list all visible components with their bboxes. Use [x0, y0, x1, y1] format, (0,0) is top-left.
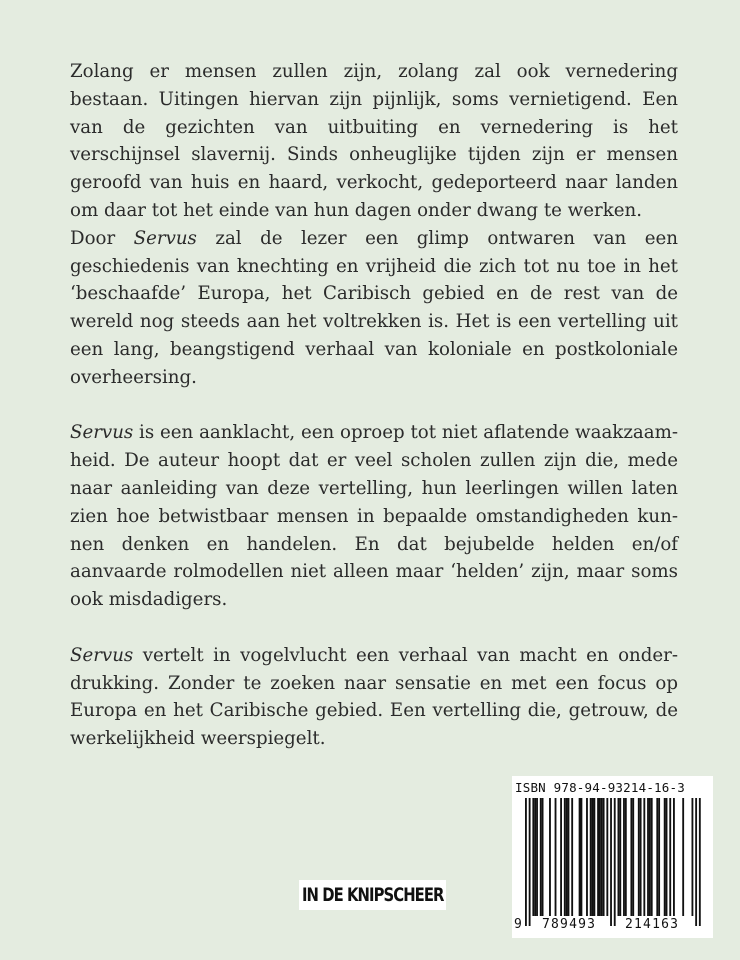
- barcode-bar: [586, 798, 588, 916]
- barcode-bar: [638, 798, 640, 916]
- barcode-guard-bar: [699, 798, 701, 926]
- barcode-bar: [673, 798, 675, 916]
- barcode-bar: [625, 798, 627, 916]
- barcode-bar: [647, 798, 649, 916]
- barcode-bar: [542, 798, 544, 916]
- barcode-bar: [658, 798, 660, 916]
- barcode-bar: [599, 798, 601, 916]
- barcode-bar: [532, 798, 534, 916]
- barcode-bar: [651, 798, 653, 916]
- barcode-bar: [630, 798, 632, 916]
- ean-first-digit: 9: [514, 917, 522, 932]
- back-cover-description: [70, 58, 678, 753]
- barcode-bar: [593, 798, 595, 916]
- barcode-bar: [656, 798, 658, 916]
- barcode-bar: [664, 798, 666, 916]
- barcode-guard-bar: [529, 798, 531, 926]
- barcode-bar: [632, 798, 634, 916]
- barcode-bar: [581, 798, 583, 916]
- barcode-bar: [568, 798, 570, 916]
- barcode-bar: [601, 798, 603, 916]
- barcode-bar: [560, 798, 562, 916]
- barcode-bar: [666, 798, 668, 916]
- paragraph-aanklacht-text: is een aanklacht, een oproep tot niet aflatende waakzaamheid. De auteur hoopt dat er veel scholen zullen zijn die, mede naar aanleiding van deze vertelling, hun leerlingen willen laten zien hoe betwistbaar mensen in bepaalde omstandigheden kunnen denken en handelen. En dat bejubelde helden en/of aanvaarde rolmodellen niet alleen maar ‘helden’ zijn, maar soms ook misdadigers.: [70, 422, 678, 611]
- paragraph-aanklacht: [70, 419, 678, 614]
- barcode-bar: [564, 798, 566, 916]
- barcode-bar: [618, 798, 620, 916]
- paragraph-intro: [70, 58, 678, 392]
- barcode-bar: [640, 798, 642, 916]
- ean-left-group: 789493: [542, 917, 597, 932]
- barcode-bar: [643, 798, 645, 916]
- isbn-label: ISBN 978-94-93214-16-3: [515, 780, 685, 795]
- barcode-bar: [682, 798, 684, 916]
- barcode-bar: [619, 798, 621, 916]
- barcode-bar: [592, 798, 594, 916]
- book-title-servus: Servus: [133, 227, 197, 249]
- barcode-bar: [692, 798, 694, 916]
- barcode-bar: [540, 798, 542, 916]
- paragraph-vogelvlucht-text: vertelt in vogelvlucht een verhaal van macht en onderdrukking. Zonder te zoeken naar sensatie en met een focus op Europa en het Caribische gebied. Een vertelling die, getrouw, de werkelijkheid weerspiegelt.: [70, 644, 678, 750]
- isbn-barcode: [512, 776, 713, 938]
- barcode-guard-bar: [695, 798, 697, 926]
- paragraph-door-text: zal de lezer een glimp ontwaren van een geschiedenis van knechting en vrijheid die zich tot nu toe in het ‘beschaafde’ Europa, het Caribisch gebied en de rest van de wereld nog steeds aan het voltrekken is. Het is een vertelling uit een lang, beangstigend verhaal van koloniale en postkoloniale overheersing.: [70, 227, 678, 388]
- barcode-bar: [555, 798, 557, 916]
- barcode-bar: [536, 798, 538, 916]
- barcode-bars: [512, 776, 713, 938]
- barcode-bar: [649, 798, 651, 916]
- barcode-bar: [534, 798, 536, 916]
- publisher-logo: [299, 880, 446, 910]
- paragraph-vogelvlucht: [70, 642, 678, 753]
- barcode-bar: [566, 798, 568, 916]
- book-title-servus: Servus: [70, 422, 134, 444]
- barcode-bar: [606, 798, 608, 916]
- paragraph-intro-text: Zolang er mensen zullen zijn, zolang zal ook vernedering bestaan. Uitingen hiervan zijn pijnlijk, soms vernietigend. Een van de gezichten van uitbuiting en vernedering is het verschijnsel slavernij. Sinds onheuglijke tijden zijn er mensen geroofd van huis en haard, verkocht, gedeporteerd naar landen om daar tot het einde van hun dagen onder dwang te werken.: [70, 61, 678, 221]
- barcode-bar: [603, 798, 605, 916]
- book-title-servus: Servus: [70, 644, 134, 666]
- barcode-bar: [549, 798, 551, 916]
- barcode-guard-bar: [610, 798, 612, 926]
- barcode-bar: [669, 798, 671, 916]
- barcode-guard-bar: [525, 798, 527, 926]
- barcode-guard-bar: [614, 798, 616, 926]
- barcode-bar: [590, 798, 592, 916]
- ean-right-group: 214163: [625, 917, 680, 932]
- barcode-bar: [623, 798, 625, 916]
- barcode-bar: [571, 798, 573, 916]
- barcode-bar: [579, 798, 581, 916]
- paragraph-door-prefix: Door: [70, 227, 134, 249]
- barcode-bar: [597, 798, 599, 916]
- publisher-logo-text: IN DE KNIPSCHEER: [301, 884, 444, 906]
